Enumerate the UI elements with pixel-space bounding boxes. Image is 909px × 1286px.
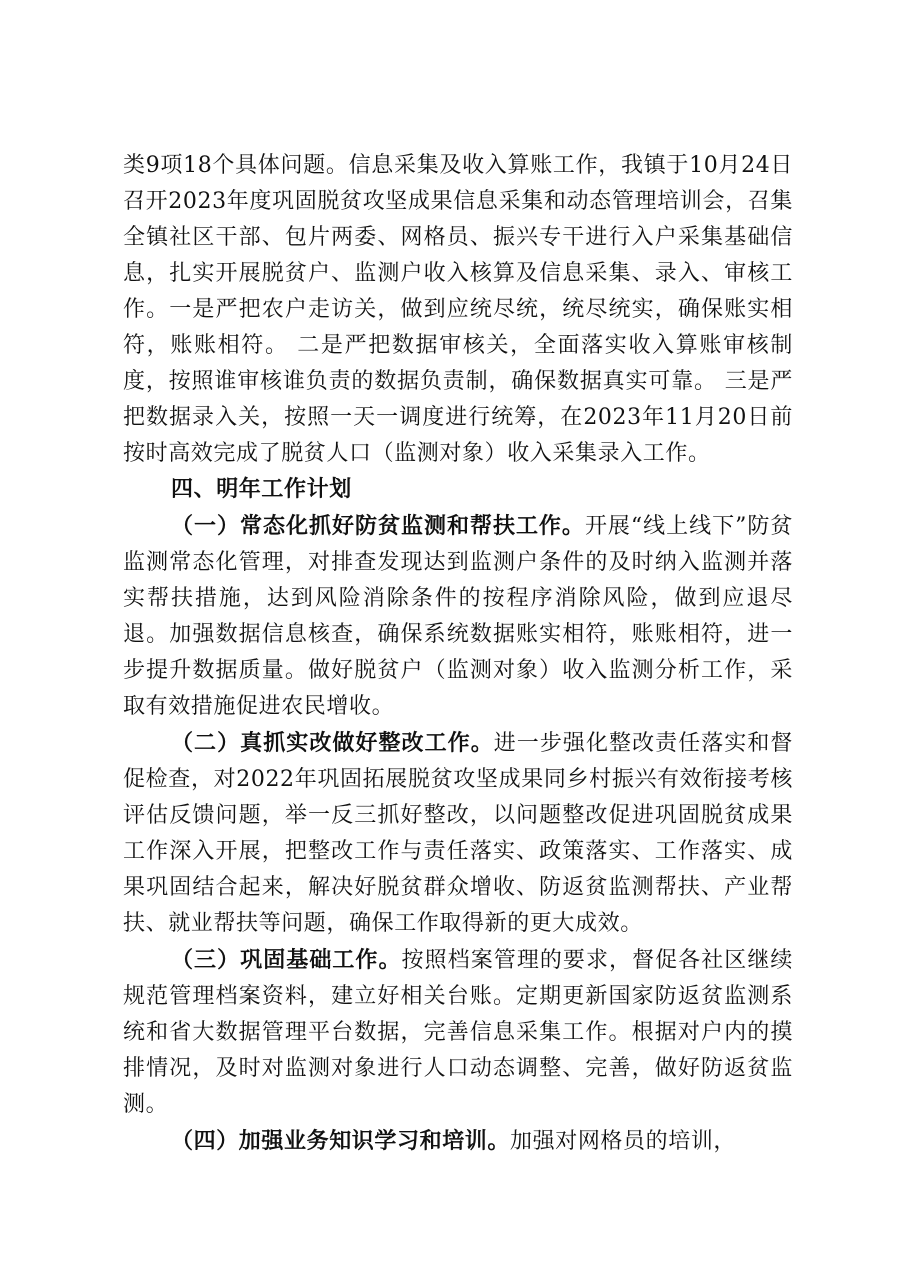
item-4-body: 加强对网格员的培训， — [510, 1129, 737, 1154]
item-3-body: 按照档案管理的要求，督促各社区继续规范管理档案资料，建立好相关台账。定期更新国家防返贫监测系统和省大数据管理平台数据，完善信息采集工作。根据对户内的摸排情况，及时对监测对象进行人口动态调整、完善，做好防返贫监测。 — [123, 948, 793, 1117]
paragraph-item-3 — [123, 942, 793, 1123]
paragraph-item-4 — [123, 1123, 793, 1160]
item-1-title: （一）常态化抓好防贫监测和帮扶工作。 — [171, 513, 585, 539]
paragraph-item-1 — [123, 508, 793, 725]
item-1-body: 开展“线上线下”防贫监测常态化管理，对排查发现达到监测户条件的及时纳入监测并落实帮扶措施，达到风险消除条件的按程序消除风险，做到应退尽退。加强数据信息核查，确保系统数据账实相符，账账相符，进一步提升数据质量。做好脱贫户（监测对象）收入监测分析工作，采取有效措施促进农民增收。 — [123, 514, 793, 719]
paragraph-item-2 — [123, 725, 793, 942]
item-3-title: （三）巩固基础工作。 — [171, 947, 402, 973]
paragraph-continued: 类9项18个具体问题。信息采集及收入算账工作，我镇于10月24日召开2023年度巩固脱贫攻坚成果信息采集和动态管理培训会，召集全镇社区干部、包片两委、网格员、振兴专干进行入户采集基础信息，扎实开展脱贫户、监测户收入核算及信息采集、录入、审核工作。一是严把农户走访关，做到应统尽统，统尽统实，确保账实相符，账账相符。 二是严把数据审核关，全面落实收入算账审核制度，按照谁审核谁负责的数据负责制，确保数据真实可靠。 三是严把数据录入关，按照一天一调度进行统筹，在2023年11月20日前按时高效完成了脱贫人口（监测对象）收入采集录入工作。 — [123, 153, 793, 466]
item-2-title: （二）真抓实改做好整改工作。 — [171, 730, 494, 756]
item-4-title: （四）加强业务知识学习和培训。 — [171, 1128, 511, 1154]
item-2-body: 进一步强化整改责任落实和督促检查，对2022年巩固拓展脱贫攻坚成果同乡村振兴有效衔接考核评估反馈问题，举一反三抓好整改，以问题整改促进巩固脱贫成果工作深入开展，把整改工作与责任落实、政策落实、工作落实、成果巩固结合起来，解决好脱贫群众增收、防返贫监测帮扶、产业帮扶、就业帮扶等问题，确保工作取得新的更大成效。 — [123, 731, 793, 936]
document-body — [123, 148, 793, 1160]
section-heading-next-year-plan: 四、明年工作计划 — [171, 477, 352, 502]
